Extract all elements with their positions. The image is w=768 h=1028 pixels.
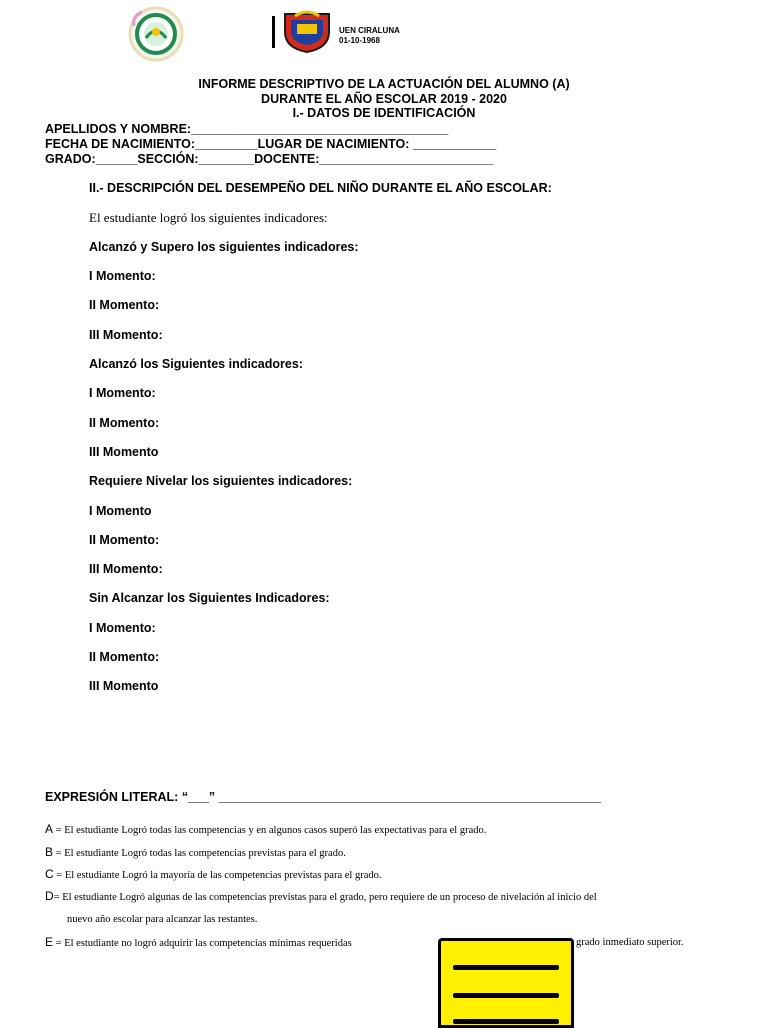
school-seal-logo: [126, 6, 186, 62]
moment-line: I Momento:: [89, 621, 156, 635]
school-name: [339, 26, 400, 46]
birth-field-line: FECHA DE NACIMIENTO:_________LUGAR DE NACIMIENTO: ____________: [45, 137, 497, 151]
legend-separator: =: [53, 938, 65, 949]
moment-line: II Momento:: [89, 298, 160, 312]
indicator-heading-exceeded: Alcanzó y Supero los siguientes indicadores:: [89, 240, 359, 254]
menu-overlay-button[interactable]: [438, 938, 574, 1028]
moment-line: II Momento:: [89, 533, 160, 547]
menu-line-icon: [453, 1019, 559, 1024]
section1-heading: I.- DATOS DE IDENTIFICACIÓN: [292, 106, 476, 120]
menu-line-icon: [453, 965, 559, 970]
legend-item-e-tail: grado inmediato superior.: [576, 937, 684, 948]
school-name-text: UEN CIRALUNA: [339, 26, 400, 35]
menu-line-icon: [453, 993, 559, 998]
legend-letter: A: [45, 822, 54, 836]
legend-letter: B: [45, 845, 54, 859]
legend-separator: =: [53, 848, 65, 859]
legend-text: El estudiante no logró adquirir las competencias mínimas requeridas: [64, 938, 352, 949]
legend-separator: =: [53, 825, 65, 836]
name-field-line: APELLIDOS Y NOMBRE:_____________________________________: [45, 122, 449, 136]
legend-item-c: [45, 867, 715, 883]
school-year: DURANTE EL AÑO ESCOLAR 2019 - 2020: [261, 92, 507, 106]
legend-text: El estudiante Logró todas las competencias previstas para el grado.: [64, 848, 346, 859]
grade-field-line: GRADO:______SECCIÓN:________DOCENTE:_________________________: [45, 152, 494, 166]
legend-text: El estudiante Logró la mayoría de las competencias previstas para el grado.: [64, 870, 382, 881]
report-title: INFORME DESCRIPTIVO DE LA ACTUACIÓN DEL ALUMNO (A): [198, 77, 570, 91]
moment-line: III Momento:: [89, 562, 163, 576]
legend-text: El estudiante Logró todas las competencias y en algunos casos superó las expectativas para el grado.: [64, 825, 487, 836]
legend-item-a: [45, 822, 715, 838]
moment-line: III Momento:: [89, 328, 163, 342]
moment-line: I Momento:: [89, 386, 156, 400]
indicator-heading-not-reached: Sin Alcanzar los Siguientes Indicadores:: [89, 591, 330, 605]
legend-item-d-continuation: nuevo año escolar para alcanzar las restantes.: [67, 914, 258, 925]
indicator-heading-leveling: Requiere Nivelar los siguientes indicadores:: [89, 474, 353, 488]
moment-line: III Momento: [89, 445, 159, 459]
legend-text: El estudiante Logró algunas de las competencias previstas para el grado, pero requiere de un proceso de nivelación al inicio del: [62, 892, 597, 903]
legend-letter: D: [45, 889, 54, 903]
legend-item-d: [45, 889, 715, 905]
school-founding-date: 01-10-1968: [339, 36, 380, 45]
moment-line: I Momento:: [89, 269, 156, 283]
school-shield-logo: [281, 10, 333, 54]
legend-letter: C: [45, 867, 54, 881]
legend-separator: =: [53, 870, 65, 881]
legend-letter: E: [45, 935, 54, 949]
indicator-heading-achieved: Alcanzó los Siguientes indicadores:: [89, 357, 303, 371]
literal-expression-field: EXPRESIÓN LITERAL: “___” _______________________________________________________: [45, 790, 601, 804]
section2-intro: El estudiante logró los siguientes indicadores:: [89, 210, 328, 225]
moment-line: II Momento:: [89, 416, 160, 430]
section2-heading: II.- DESCRIPCIÓN DEL DESEMPEÑO DEL NIÑO DURANTE EL AÑO ESCOLAR:: [89, 181, 552, 195]
moment-line: III Momento: [89, 679, 159, 693]
moment-line: I Momento: [89, 504, 152, 518]
moment-line: II Momento:: [89, 650, 160, 664]
logo-divider: [272, 16, 275, 48]
legend-separator: =: [53, 892, 63, 903]
legend-item-b: [45, 845, 715, 861]
